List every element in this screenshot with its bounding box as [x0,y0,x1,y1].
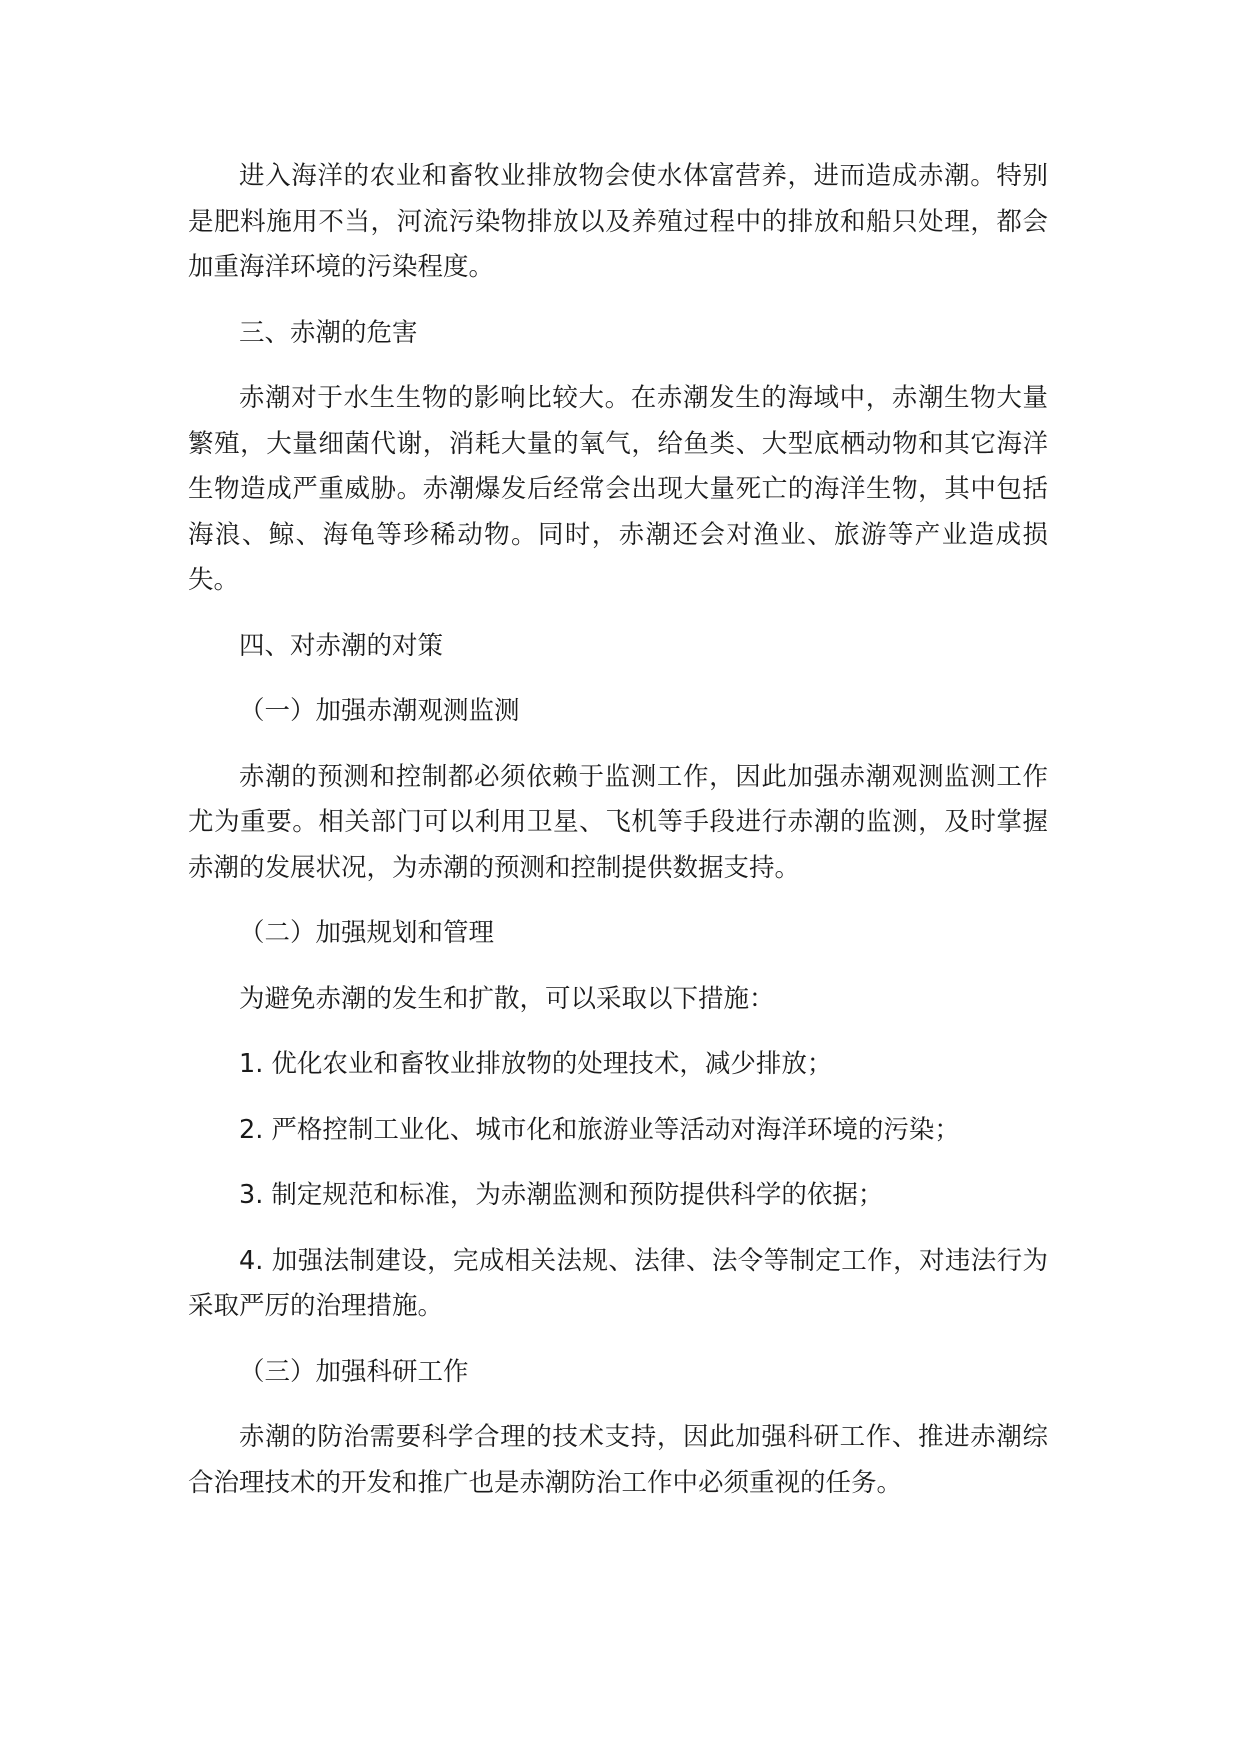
list-item-3: 3. 制定规范和标准，为赤潮监测和预防提供科学的依据； [239,1180,884,1210]
paragraph-research: 赤潮的防治需要科学合理的技术支持，因此加强科研工作、推进赤潮综合治理技术的开发和推广也是赤潮防治工作中必须重视的任务。 [188,1422,1048,1498]
section-heading-harm: 三、赤潮的危害 [239,317,418,348]
subheading-planning: （二）加强规划和管理 [239,918,495,948]
section-heading-countermeasures: 四、对赤潮的对策 [239,630,444,661]
subheading-monitoring: （一）加强赤潮观测监测 [239,696,520,726]
list-item-1: 1. 优化农业和畜牧业排放物的处理技术，减少排放； [239,1049,833,1079]
paragraph-harm: 赤潮对于水生生物的影响比较大。在赤潮发生的海域中，赤潮生物大量繁殖，大量细菌代谢，消耗大量的氧气，给鱼类、大型底栖动物和其它海洋生物造成严重威胁。赤潮爆发后经常会出现大量死亡的海洋生物，其中包括海浪、鲸、海龟等珍稀动物。同时，赤潮还会对渔业、旅游等产业造成损失。 [188,383,1048,595]
paragraph-planning-intro: 为避免赤潮的发生和扩散，可以采取以下措施： [239,983,775,1014]
list-item-2: 2. 严格控制工业化、城市化和旅游业等活动对海洋环境的污染； [239,1114,960,1145]
paragraph-pollution: 进入海洋的农业和畜牧业排放物会使水体富营养，进而造成赤潮。特别是肥料施用不当，河流污染物排放以及养殖过程中的排放和船只处理，都会加重海洋环境的污染程度。 [188,161,1048,282]
subheading-research: （三）加强科研工作 [239,1356,469,1387]
document-body [188,154,1048,1526]
list-item-4: 4. 加强法制建设，完成相关法规、法律、法令等制定工作，对违法行为采取严厉的治理措施。 [188,1245,1048,1321]
paragraph-monitoring: 赤潮的预测和控制都必须依赖于监测工作，因此加强赤潮观测监测工作尤为重要。相关部门可以利用卫星、飞机等手段进行赤潮的监测，及时掌握赤潮的发展状况，为赤潮的预测和控制提供数据支持。 [188,761,1048,883]
